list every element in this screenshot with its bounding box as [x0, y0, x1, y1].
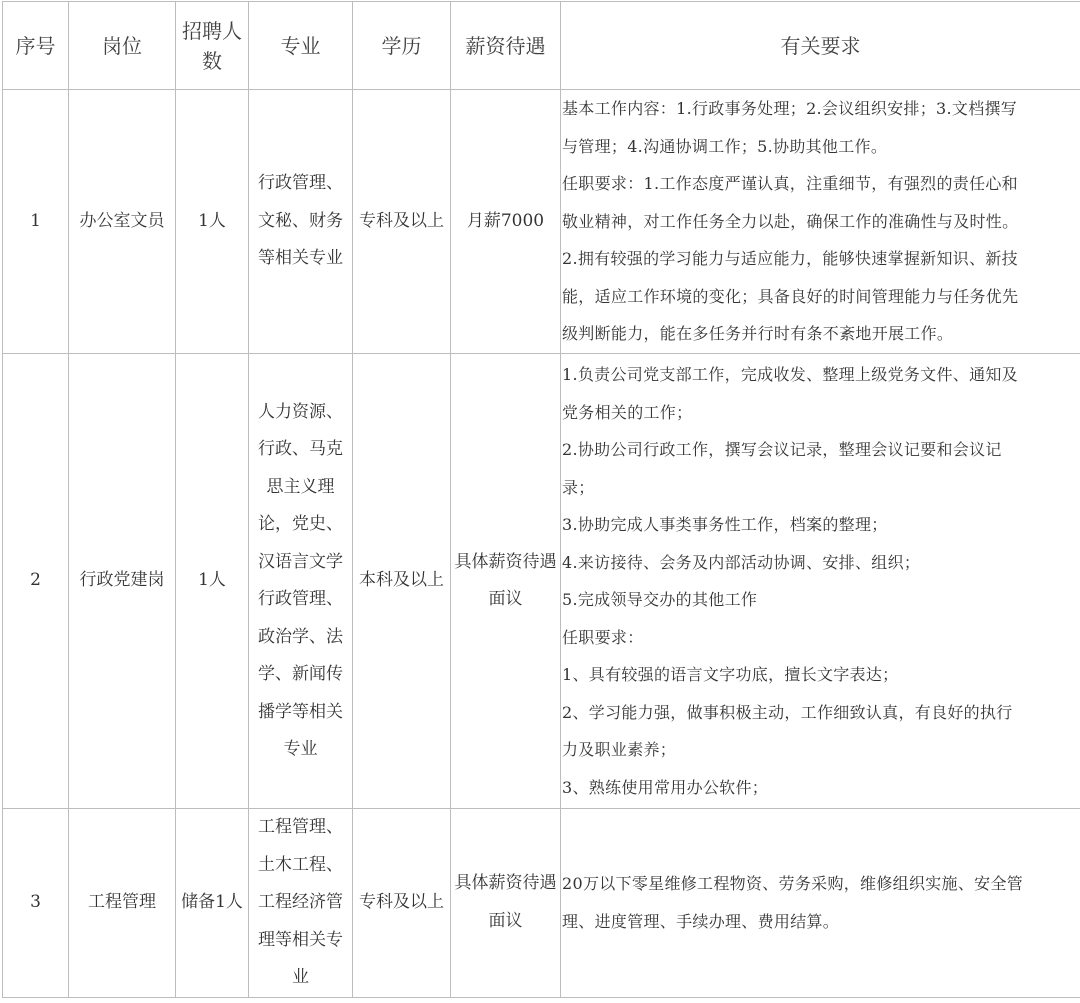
requirement-line: 党务相关的工作； [562, 402, 693, 422]
cell-major [249, 90, 353, 354]
major-line: 人力资源、 [258, 401, 343, 422]
major-line: 汉语言文学 [258, 551, 343, 572]
cell-education: 专科及以上 [353, 809, 451, 998]
salary-line: 面议 [488, 910, 523, 931]
cell-position: 行政党建岗 [69, 354, 176, 809]
major-line: 工程经济管 [258, 892, 343, 912]
header-major: 专业 [249, 2, 353, 90]
major-line: 行政、马克 [258, 439, 343, 459]
requirement-line: 20万以下零星维修工程物资、劳务采购，维修组织实施、安全管 [562, 874, 1024, 894]
header-count-line: 数 [202, 48, 222, 73]
requirement-line: 级判断能力，能在多任务并行时有条不紊地开展工作。 [562, 324, 954, 344]
salary-line: 具体薪资待遇 [454, 873, 557, 894]
salary-line: 月薪7000 [466, 210, 545, 231]
cell-seq: 1 [3, 90, 69, 354]
header-position: 岗位 [69, 2, 176, 90]
header-requirements: 有关要求 [561, 2, 1080, 90]
cell-salary [451, 809, 561, 998]
cell-education: 专科及以上 [353, 90, 451, 354]
header-education: 学历 [353, 2, 451, 90]
requirement-line: 2.拥有较强的学习能力与适应能力，能够快速掌握新知识、新技 [562, 249, 1018, 269]
major-line: 行政管理、 [258, 589, 343, 609]
cell-position: 办公室文员 [69, 90, 176, 354]
requirement-line: 2、学习能力强，做事积极主动，工作细致认真，有良好的执行 [562, 702, 1013, 722]
requirement-line: 2.协助公司行政工作，撰写会议记录，整理会议记要和会议记 [562, 440, 1002, 459]
cell-salary [451, 354, 561, 809]
header-count-line: 招聘人 [182, 18, 242, 43]
cell-major [249, 809, 353, 998]
requirement-line: 1.负责公司党支部工作，完成收发、整理上级党务文件、通知及 [562, 365, 1018, 384]
major-line: 文秘、财务 [258, 210, 343, 231]
major-line: 专业 [283, 739, 318, 759]
requirement-line: 基本工作内容：1.行政事务处理；2.会议组织安排；3.文档撰写 [562, 99, 1018, 119]
requirement-line: 任职要求：1.工作态度严谨认真，注重细节，有强烈的责任心和 [562, 174, 1018, 194]
requirement-line: 能，适应工作环境的变化；具备良好的时间管理能力与任务优先 [562, 286, 1019, 306]
cell-requirements [561, 809, 1080, 998]
requirement-line: 3.协助完成人事类事务性工作，档案的整理； [562, 515, 888, 534]
table-row [3, 90, 1080, 354]
requirement-line: 敬业精神，对工作任务全力以赴，确保工作的准确性与及时性。 [562, 211, 1019, 231]
header-seq: 序号 [3, 2, 69, 90]
salary-line: 具体薪资待遇 [454, 551, 557, 572]
major-line: 播学等相关 [258, 701, 343, 722]
requirement-line: 任职要求： [562, 627, 644, 647]
salary-line: 面议 [488, 589, 523, 609]
major-line: 论，党史、 [258, 514, 343, 534]
cell-position: 工程管理 [69, 809, 176, 998]
major-line: 业 [292, 967, 309, 987]
major-line: 理等相关专 [258, 929, 343, 950]
cell-major [249, 354, 353, 809]
major-line: 土木工程、 [258, 854, 343, 875]
cell-requirements [561, 90, 1080, 354]
major-line: 政治学、法 [258, 626, 343, 647]
requirement-line: 3、熟练使用常用办公软件； [562, 777, 769, 797]
requirement-line: 与管理；4.沟通协调工作；5.协助其他工作。 [562, 136, 888, 156]
header-salary: 薪资待遇 [451, 2, 561, 90]
requirement-line: 力及职业素养； [562, 740, 677, 759]
major-line: 等相关专业 [258, 248, 343, 269]
recruitment-table [2, 1, 1080, 998]
major-line: 学、新闻传 [258, 664, 343, 684]
requirement-line: 1、具有较强的语言文字功底，擅长文字表达； [562, 665, 899, 684]
cell-seq: 2 [3, 354, 69, 809]
requirement-line: 录； [562, 477, 595, 497]
requirement-line: 理、进度管理、手续办理、费用结算。 [562, 911, 840, 931]
requirement-line: 4.来访接待、会务及内部活动协调、安排、组织； [562, 552, 921, 572]
table-row [3, 809, 1080, 998]
cell-count: 1人 [176, 354, 249, 809]
major-line: 行政管理、 [258, 173, 343, 194]
requirement-line: 5.完成领导交办的其他工作 [562, 590, 758, 609]
cell-seq: 3 [3, 809, 69, 998]
cell-education: 本科及以上 [353, 354, 451, 809]
header-row [3, 2, 1080, 90]
table-row [3, 354, 1080, 809]
cell-salary [451, 90, 561, 354]
header-count [176, 2, 249, 90]
cell-requirements [561, 354, 1080, 809]
major-line: 思主义理 [266, 476, 335, 497]
major-line: 工程管理、 [258, 817, 343, 837]
cell-count: 储备1人 [176, 809, 249, 998]
cell-count: 1人 [176, 90, 249, 354]
